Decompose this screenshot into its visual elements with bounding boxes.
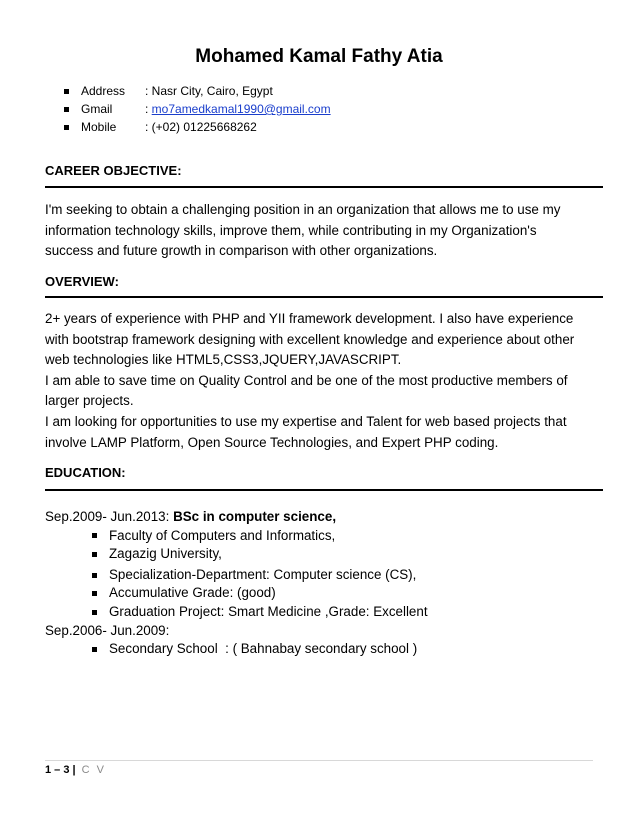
section-divider xyxy=(45,489,603,491)
list-item-text: Specialization-Department: Computer science (CS), xyxy=(109,566,417,582)
list-item xyxy=(92,545,428,564)
list-item-text: Faculty of Computers and Informatics, xyxy=(109,527,336,543)
overview-heading: OVERVIEW: xyxy=(45,274,119,289)
text-line: with bootstrap framework designing with excellent knowledge and experience about other xyxy=(45,331,575,347)
education-heading: EDUCATION: xyxy=(45,465,126,480)
text-line: I am looking for opportunities to use my expertise and Talent for web based projects that xyxy=(45,413,567,429)
education-dates: Sep.2009- Jun.2013: xyxy=(45,509,174,524)
list-item-text: Zagazig University, xyxy=(109,546,222,562)
text-line: web technologies like HTML5,CSS3,JQUERY,JAVASCRIPT. xyxy=(45,352,402,368)
education-entry-2: Sep.2006- Jun.2009: xyxy=(45,622,170,638)
bullet-square-icon xyxy=(92,591,97,596)
list-item xyxy=(92,584,428,603)
contact-address xyxy=(64,82,331,100)
contact-colon: : xyxy=(145,102,152,116)
contact-list xyxy=(64,82,331,136)
list-item xyxy=(92,603,428,622)
bullet-square-icon xyxy=(92,647,97,652)
bullet-square-icon xyxy=(92,533,97,538)
text-line: I am able to save time on Quality Control and be one of the most productive members of xyxy=(45,372,568,388)
contact-label: Mobile xyxy=(81,120,117,134)
text-line: 2+ years of experience with PHP and YII framework development. I also have experience xyxy=(45,311,574,326)
text-line: success and future growth in comparison with other organizations. xyxy=(45,243,438,259)
text-line: information technology skills, improve them, while contributing in my Organization's xyxy=(45,222,537,238)
list-item-text: Graduation Project: Smart Medicine ,Grade: Excellent xyxy=(109,603,428,619)
text-line: involve LAMP Platform, Open Source Technologies, and Expert PHP coding. xyxy=(45,434,499,450)
footer-doc-label: C V xyxy=(81,764,106,776)
contact-mobile xyxy=(64,118,331,136)
contact-gmail xyxy=(64,100,331,118)
education-list xyxy=(45,508,428,659)
education-degree: BSc in computer science, xyxy=(173,509,337,524)
email-link[interactable]: mo7amedkamal1990@gmail.com xyxy=(151,102,331,116)
bullet-square-icon xyxy=(92,573,97,578)
education-entry-1 xyxy=(45,508,428,527)
career-heading: CAREER OBJECTIVE: xyxy=(45,163,182,178)
overview-text xyxy=(45,309,605,453)
bullet-square-icon xyxy=(64,125,69,130)
page-footer xyxy=(45,764,106,776)
list-item xyxy=(92,566,428,585)
contact-label: Gmail xyxy=(81,102,113,116)
text-line: I'm seeking to obtain a challenging position in an organization that allows me to use my xyxy=(45,202,561,217)
text-line: larger projects. xyxy=(45,393,134,409)
contact-label: Address xyxy=(81,84,126,98)
section-divider xyxy=(45,296,603,298)
contact-value: : (+02) 01225668262 xyxy=(145,120,257,134)
list-item xyxy=(92,640,428,659)
resume-name: Mohamed Kamal Fathy Atia xyxy=(195,46,443,67)
bullet-square-icon xyxy=(92,552,97,557)
contact-value: : Nasr City, Cairo, Egypt xyxy=(145,84,273,98)
list-item-text: Accumulative Grade: (good) xyxy=(109,585,276,601)
list-item xyxy=(92,527,428,546)
bullet-square-icon xyxy=(92,610,97,615)
footer-divider xyxy=(45,760,593,761)
bullet-square-icon xyxy=(64,107,69,112)
page-number: 1 – 3 | xyxy=(45,764,76,776)
career-text xyxy=(45,200,605,262)
list-item-text: Secondary School : ( Bahnabay secondary school ) xyxy=(109,641,418,657)
bullet-square-icon xyxy=(64,89,69,94)
section-divider xyxy=(45,186,603,188)
